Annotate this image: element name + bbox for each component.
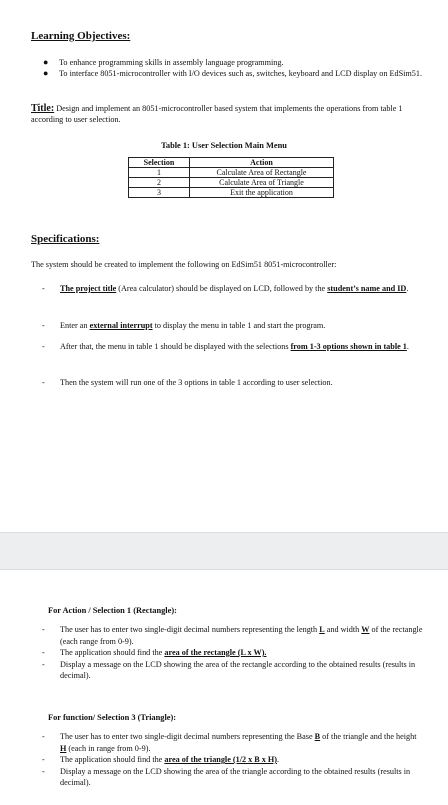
specifications-heading: Specifications: xyxy=(31,233,100,245)
dash-marker: - xyxy=(42,732,45,741)
table-header-row xyxy=(129,158,334,168)
title-label: Title: xyxy=(31,103,55,114)
dash-marker: - xyxy=(42,659,45,669)
dash-marker: - xyxy=(42,284,45,293)
dash-marker: - xyxy=(42,342,45,351)
document-page-2 xyxy=(0,570,448,805)
specifications-list-2 xyxy=(31,320,423,332)
list-item: ● To enhance programming skills in assembly language programming. xyxy=(43,57,284,67)
table-caption: Table 1: User Selection Main Menu xyxy=(161,141,287,150)
triangle-heading: For function/ Selection 3 (Triangle): xyxy=(48,713,177,722)
action-cell: Calculate Area of Rectangle xyxy=(190,168,334,178)
action-cell: Calculate Area of Triangle xyxy=(190,178,334,188)
specifications-list-4 xyxy=(31,377,423,389)
list-item: - The user has to enter two single-digit decimal numbers representing the Base B of the triangle and the height H (each in range from 0-9). xyxy=(42,732,417,753)
list-item: - The user has to enter two single-digit decimal numbers representing the length L and width W of the rectangle (each range from 0-9). xyxy=(42,625,423,646)
bullet-icon: ● xyxy=(43,68,49,78)
table-row xyxy=(129,168,334,178)
list-item: - Display a message on the LCD showing the area of the rectangle according to the obtained results (results in decimal). xyxy=(42,659,416,680)
menu-table xyxy=(128,157,334,198)
selection-cell: 3 xyxy=(129,188,190,198)
triangle-list xyxy=(31,731,423,789)
dash-marker: - xyxy=(42,378,45,387)
list-item: - The application should find the area of the triangle (1/2 x B x H). xyxy=(42,755,280,764)
rectangle-heading: For Action / Selection 1 (Rectangle): xyxy=(48,606,177,615)
title-text: Design and implement an 8051-microcontroller based system that implements the operations from table 1 according to user selection. xyxy=(31,104,403,124)
list-item: - The project title (Area calculator) should be displayed on LCD, followed by the student’s name and ID. xyxy=(42,284,409,293)
dash-marker: - xyxy=(42,766,45,776)
title-paragraph xyxy=(31,103,423,125)
list-item: - Then the system will run one of the 3 options in table 1 according to user selection. xyxy=(42,378,333,387)
specifications-list-1 xyxy=(31,283,423,295)
bullet-icon: ● xyxy=(43,57,49,67)
page-separator xyxy=(0,532,448,570)
action-cell: Exit the application xyxy=(190,188,334,198)
objectives-heading: Learning Objectives: xyxy=(31,30,131,42)
column-header-selection: Selection xyxy=(129,158,190,168)
selection-cell: 2 xyxy=(129,178,190,188)
list-item: - After that, the menu in table 1 should be displayed with the selections from 1-3 options shown in table 1. xyxy=(42,342,409,351)
list-item: ● To interface 8051-microcontroller with I/O devices such as, switches, keyboard and LCD display on EdSim51. xyxy=(43,68,422,78)
specifications-list-3 xyxy=(31,341,423,353)
dash-marker: - xyxy=(42,625,45,634)
table-row xyxy=(129,188,334,198)
column-header-action: Action xyxy=(190,158,334,168)
dash-marker: - xyxy=(42,321,45,330)
dash-marker: - xyxy=(42,755,45,764)
list-item: - Enter an external interrupt to display the menu in table 1 and start the program. xyxy=(42,321,326,330)
table-row xyxy=(129,178,334,188)
objectives-list xyxy=(31,57,431,79)
specifications-intro: The system should be created to implement the following on EdSim51 8051-microcontroller: xyxy=(31,260,337,269)
list-item: - Display a message on the LCD showing the area of the triangle according to the obtained results (results in decimal). xyxy=(42,766,411,787)
dash-marker: - xyxy=(42,648,45,657)
rectangle-list xyxy=(31,624,423,682)
selection-cell: 1 xyxy=(129,168,190,178)
list-item: - The application should find the area of the rectangle (L x W). xyxy=(42,648,267,657)
